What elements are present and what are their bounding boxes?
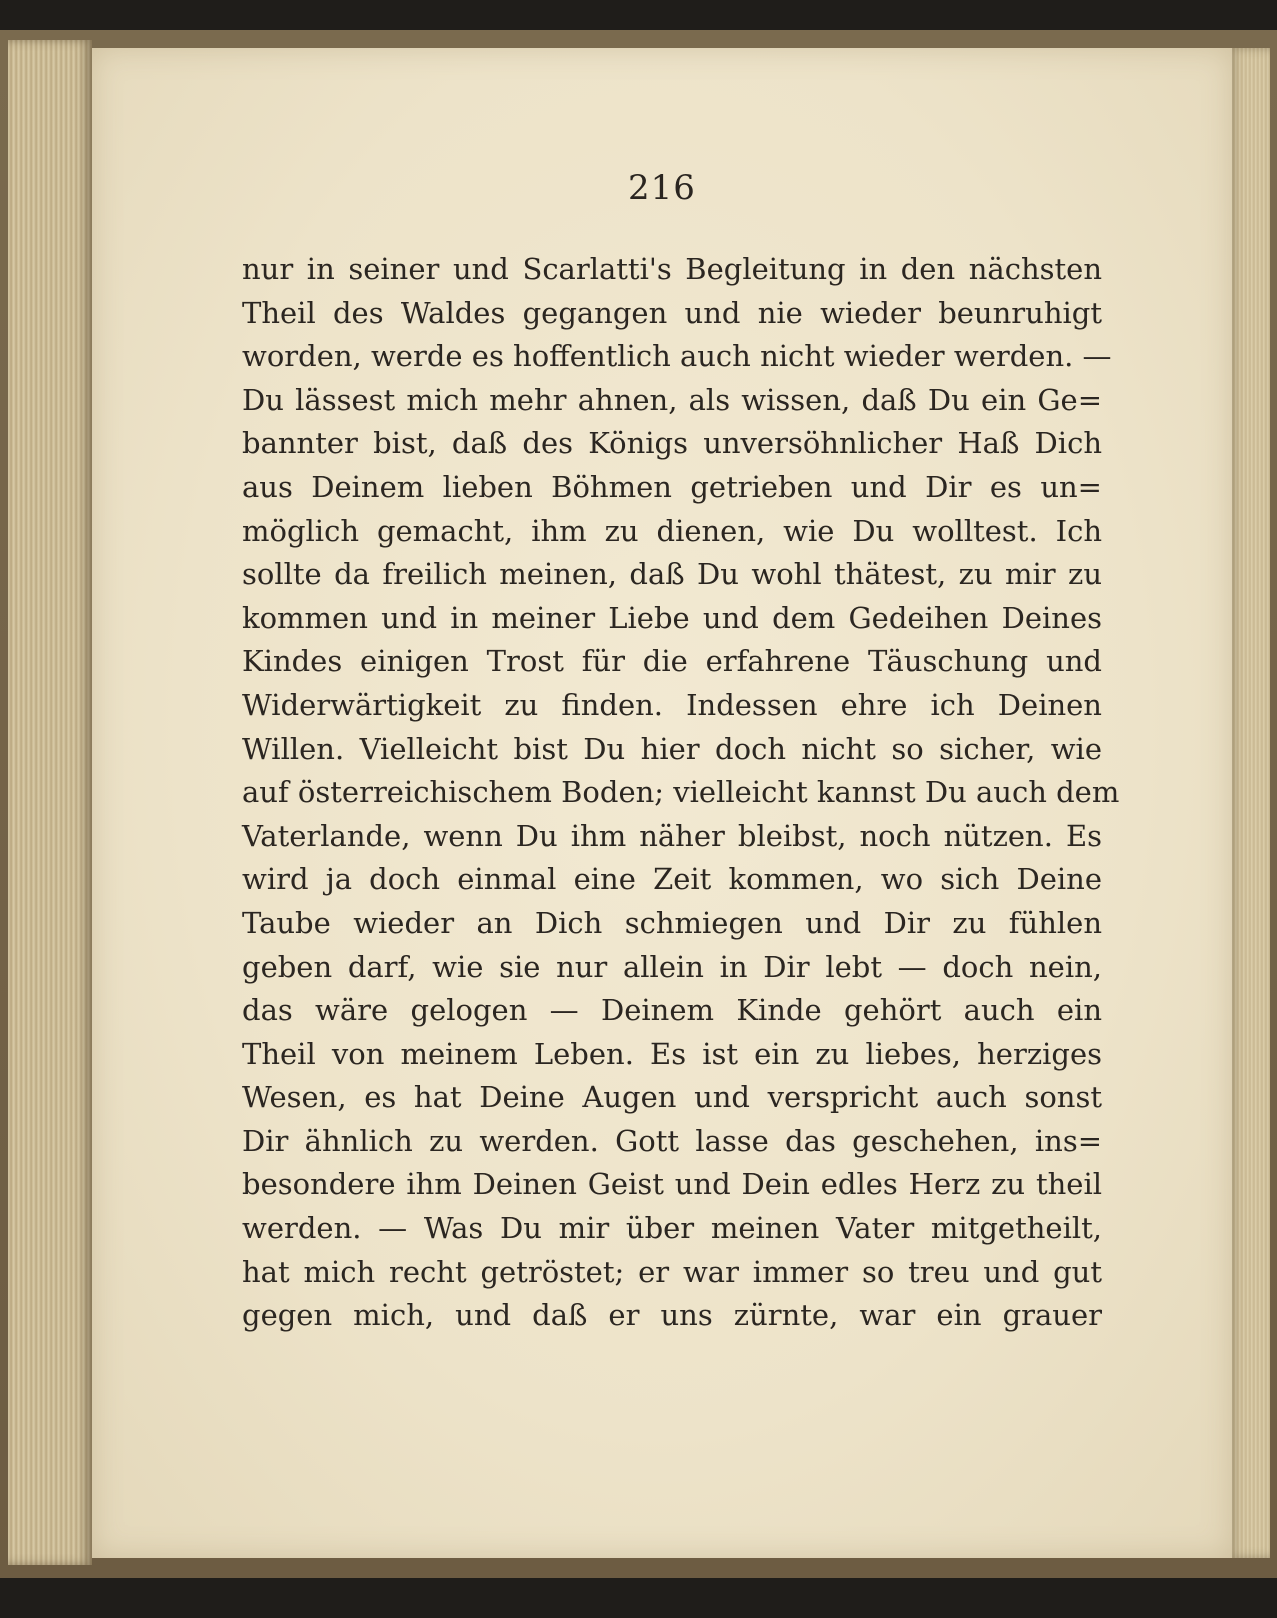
right-page-edges [1228,48,1270,1558]
text-line: sollte da freilich meinen, daß Du wohl thätest, zu mir zu [242,557,1102,592]
text-line: Wesen, es hat Deine Augen und verspricht auch sonst [242,1080,1102,1115]
text-line: aus Deinem lieben Böhmen getrieben und Dir es un= [242,469,1102,504]
text-line: gegen mich, und daß er uns zürnte, war ein grauer [242,1298,1102,1333]
text-line: besondere ihm Deinen Geist und Dein edles Herz zu theil [242,1167,1102,1202]
text-line: auf österreichischem Boden; vielleicht kannst Du auch dem [242,775,1120,810]
text-line: das wäre gelogen — Deinem Kinde gehört auch ein [242,993,1102,1028]
text-line: hat mich recht getröstet; er war immer so treu und gut [242,1254,1102,1289]
text-line: geben darf, wie sie nur allein in Dir lebt — doch nein, [242,949,1102,984]
text-line: nur in seiner und Scarlatti's Begleitung in den nächsten [242,252,1102,286]
text-line: wird ja doch einmal eine Zeit kommen, wo sich Deine [242,862,1102,897]
text-line: Kindes einigen Trost für die erfahrene Täuschung und [242,644,1102,679]
text-line: Theil des Waldes gegangen und nie wieder beunruhigt [242,295,1102,330]
text-line: Taube wieder an Dich schmiegen und Dir zu fühlen [242,905,1102,940]
text-line: Vaterlande, wenn Du ihm näher bleibst, noch nützen. Es [242,818,1102,853]
left-page-edges [8,40,92,1565]
text-line: möglich gemacht, ihm zu dienen, wie Du wolltest. Ich [242,513,1102,548]
text-line: Widerwärtigkeit zu finden. Indessen ehre ich Deinen [242,687,1102,722]
text-line: kommen und in meiner Liebe und dem Gedeihen Deines [242,600,1102,635]
text-line: Theil von meinem Leben. Es ist ein zu liebes, herziges [242,1036,1102,1071]
page-number: 216 [628,168,696,208]
text-line: werden. — Was Du mir über meinen Vater mitgetheilt, [242,1211,1102,1246]
text-line: Dir ähnlich zu werden. Gott lasse das geschehen, ins= [242,1123,1102,1158]
text-line: worden, werde es hoffentlich auch nicht wieder werden. — [242,339,1112,374]
body-text [242,248,1120,1338]
book-page [92,48,1232,1558]
text-line: bannter bist, daß des Königs unversöhnlicher Haß Dich [242,426,1102,461]
text-line: Willen. Vielleicht bist Du hier doch nicht so sicher, wie [242,731,1102,766]
text-line: Du lässest mich mehr ahnen, als wissen, daß Du ein Ge= [242,382,1102,417]
